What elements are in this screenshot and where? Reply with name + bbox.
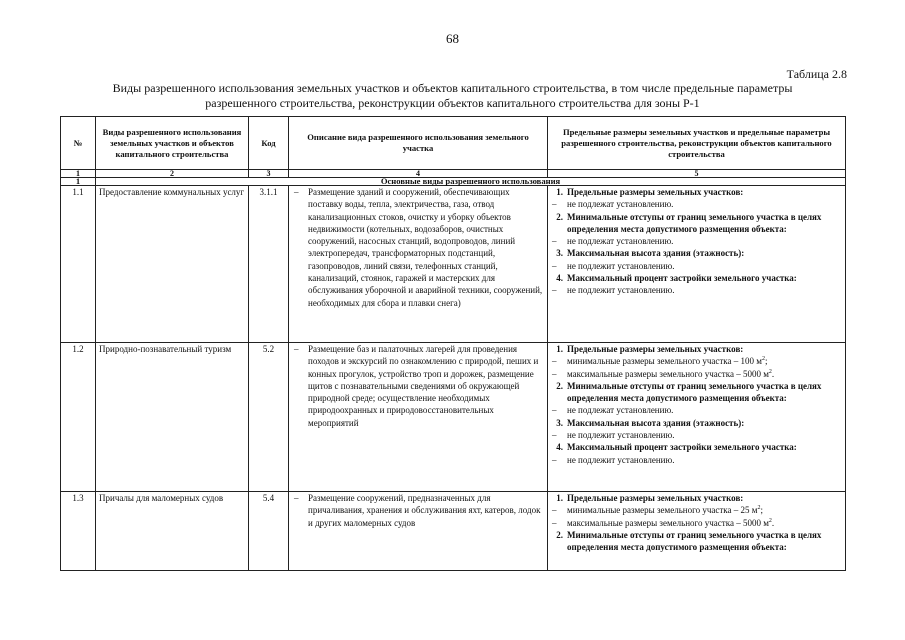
list-marker: – <box>552 199 557 210</box>
list-marker: 3. <box>556 248 563 259</box>
page-number: 68 <box>446 31 459 46</box>
parameter-text-main: Максимальный процент застройки земельного участка: <box>567 273 797 284</box>
table-row <box>61 492 846 571</box>
parameter-text <box>567 417 842 429</box>
parameter-value <box>551 355 842 367</box>
parameter-value <box>551 504 842 516</box>
parameters-cell <box>548 492 846 571</box>
parameter-text <box>567 404 842 416</box>
parameter-heading <box>551 247 842 259</box>
row-number: 1.1 <box>61 186 96 343</box>
description-dash: – <box>294 344 299 354</box>
column-number: 4 <box>289 170 548 178</box>
parameter-heading <box>551 441 842 453</box>
use-description <box>292 492 544 529</box>
parameter-text <box>567 186 842 198</box>
parameter-text-main: Минимальные отступы от границ земельного участка в целях определения места допустимого размещения объекта: <box>567 211 822 234</box>
parameter-text-main: Максимальная высота здания (этажность): <box>567 248 745 259</box>
column-number: 1 <box>61 170 96 178</box>
parameter-text-main: Минимальные отступы от границ земельного участка в целях определения места допустимого размещения объекта: <box>567 380 822 404</box>
parameter-text <box>567 260 842 272</box>
caption-line: разрешенного строительства, реконструкции объектов капитального строительства для зоны Р-1 <box>205 96 700 110</box>
list-marker: – <box>552 517 557 528</box>
description-text: Размещение сооружений, предназначенных для причаливания, хранения и обслуживания яхт, катеров, лодок и других маломерных судов <box>308 493 541 528</box>
parameter-text <box>567 504 842 516</box>
parameter-text-main: минимальные размеры земельного участка – 25 м <box>567 505 758 516</box>
parameter-text <box>567 441 842 453</box>
use-description-cell <box>289 492 548 571</box>
use-description-cell <box>289 343 548 492</box>
use-code: 3.1.1 <box>249 186 289 343</box>
unit-superscript: 2 <box>761 356 765 363</box>
parameter-value <box>551 198 842 210</box>
header-parameters: Предельные размеры земельных участков и предельные параметры разрешенного строительства, реконструкции объектов капитального строительства <box>548 117 846 170</box>
use-type-name: Предоставление коммунальных услуг <box>96 186 249 343</box>
parameter-text-main: минимальные размеры земельного участка – 100 м <box>567 356 762 367</box>
table-header-row <box>61 117 846 170</box>
parameter-text-main: максимальные размеры земельного участка – 5000 м <box>567 517 769 528</box>
parameter-text <box>567 517 842 529</box>
section-number: 1 <box>61 178 96 186</box>
parameter-text-main: не подлежат установлению. <box>567 236 674 247</box>
parameter-text-main: Максимальная высота здания (этажность): <box>567 417 745 428</box>
land-use-table <box>60 116 846 571</box>
table-label: Таблица 2.8 <box>786 67 847 81</box>
parameter-text-main: Максимальный процент застройки земельного участка: <box>567 442 797 453</box>
unit-superscript: 2 <box>757 505 761 512</box>
list-marker: 4. <box>556 273 563 284</box>
parameter-text <box>567 235 842 247</box>
list-marker: – <box>552 430 557 441</box>
parameter-text-main: Предельные размеры земельных участков: <box>567 493 744 503</box>
use-code: 5.2 <box>249 343 289 492</box>
list-marker: 3. <box>556 417 563 428</box>
parameter-value <box>551 429 842 441</box>
list-marker: – <box>552 236 557 247</box>
header-description: Описание вида разрешенного использования земельного участка <box>289 117 548 170</box>
table-row <box>61 343 846 492</box>
parameter-text <box>567 454 842 466</box>
parameter-text <box>567 429 842 441</box>
use-description-cell <box>289 186 548 343</box>
parameter-text-main: не подлежит установлению. <box>567 430 675 441</box>
use-code: 5.4 <box>249 492 289 571</box>
parameter-value <box>551 517 842 529</box>
parameter-text-main: Минимальные отступы от границ земельного участка в целях определения места допустимого размещения объекта: <box>567 529 822 553</box>
parameter-text-main: максимальные размеры земельного участка – 5000 м <box>567 368 769 379</box>
parameter-heading <box>551 272 842 284</box>
parameter-text <box>567 380 842 405</box>
table-caption <box>70 81 835 111</box>
parameter-text-main: не подлежит установлению. <box>567 454 675 465</box>
parameter-text <box>567 284 842 296</box>
parameter-text <box>567 343 842 355</box>
parameter-value <box>551 368 842 380</box>
parameter-text-tail: . <box>771 368 775 379</box>
parameter-text-main: не подлежит установлению. <box>567 285 675 296</box>
parameter-value <box>551 260 842 272</box>
parameter-text-main: не подлежат установлению. <box>567 405 674 416</box>
parameter-text-main: не подлежит установлению. <box>567 260 675 271</box>
row-number: 1.3 <box>61 492 96 571</box>
parameter-text-main: Предельные размеры земельных участков: <box>567 344 744 354</box>
unit-superscript: 2 <box>768 517 772 524</box>
use-description <box>292 186 544 309</box>
parameter-text <box>567 529 842 554</box>
list-marker: – <box>552 405 557 416</box>
list-marker: – <box>552 505 557 516</box>
parameter-heading <box>551 492 842 504</box>
parameter-text <box>567 211 842 236</box>
parameter-text <box>567 492 842 504</box>
use-description <box>292 343 544 429</box>
list-marker: 4. <box>556 442 563 453</box>
parameter-value <box>551 235 842 247</box>
list-marker: 1. <box>556 493 563 503</box>
parameter-heading <box>551 529 842 554</box>
column-number: 2 <box>96 170 249 178</box>
parameters-cell <box>548 186 846 343</box>
parameter-heading <box>551 380 842 405</box>
parameter-text <box>567 355 842 367</box>
parameter-text <box>567 247 842 259</box>
description-dash: – <box>294 187 299 197</box>
list-marker: – <box>552 356 557 367</box>
parameter-heading <box>551 417 842 429</box>
column-number: 5 <box>548 170 846 178</box>
section-title: Основные виды разрешенного использования <box>96 178 846 186</box>
header-number: № <box>61 117 96 170</box>
parameter-text <box>567 198 842 210</box>
list-marker: 2. <box>556 380 563 391</box>
parameter-value <box>551 284 842 296</box>
parameter-value <box>551 404 842 416</box>
unit-superscript: 2 <box>768 368 772 375</box>
list-marker: 2. <box>556 529 563 540</box>
parameter-text-tail: . <box>771 517 775 528</box>
list-marker: 1. <box>556 344 563 354</box>
list-marker: – <box>552 454 557 465</box>
list-marker: – <box>552 260 557 271</box>
parameter-heading <box>551 186 842 198</box>
description-text: Размещение баз и палаточных лагерей для проведения походов и экскурсий по ознакомлению с природой, пеших и конных прогулок, устройство троп и дорожек, размещение щитов с познавательными сведениями об окружающей природной среде; осуществление необходимых природоохранных и природовосстановительных мероприятий <box>308 344 539 428</box>
use-type-name: Природно-познавательный туризм <box>96 343 249 492</box>
parameter-heading <box>551 343 842 355</box>
parameter-text-tail: ; <box>760 505 763 516</box>
header-code: Код <box>249 117 289 170</box>
parameter-text <box>567 272 842 284</box>
row-number: 1.2 <box>61 343 96 492</box>
parameters-cell <box>548 343 846 492</box>
table-row <box>61 186 846 343</box>
parameter-value <box>551 454 842 466</box>
parameter-text-main: Предельные размеры земельных участков: <box>567 187 744 197</box>
parameter-text-main: не подлежат установлению. <box>567 199 674 210</box>
use-type-name: Причалы для маломерных судов <box>96 492 249 571</box>
parameter-heading <box>551 211 842 236</box>
parameter-text-tail: ; <box>764 356 768 367</box>
column-number: 3 <box>249 170 289 178</box>
list-marker: – <box>552 285 557 296</box>
description-dash: – <box>294 493 299 503</box>
list-marker: – <box>552 368 557 379</box>
header-use-type: Виды разрешенного использования земельных участков и объектов капитального строительства <box>96 117 249 170</box>
list-marker: 2. <box>556 211 563 222</box>
section-row <box>61 178 846 186</box>
list-marker: 1. <box>556 187 563 197</box>
parameter-text <box>567 368 842 380</box>
caption-line: Виды разрешенного использования земельных участков и объектов капитального строительства, в том числе предельные параметры <box>112 81 793 95</box>
description-text: Размещение зданий и сооружений, обеспечивающих поставку воды, тепла, электричества, газа, отвод канализационных стоков, очистку и уборку объектов недвижимости (котельных, водозаборов, очистных сооружений, насосных станций, водопроводов, линий электропередач, трансформаторных подстанций, газопроводов, линий связи, телефонных станций, канализаций, стоянок, гаражей и мастерских для обслуживания уборочной и аварийной техники, сооружений, необходимых для сбора и плавки снега) <box>308 187 543 308</box>
